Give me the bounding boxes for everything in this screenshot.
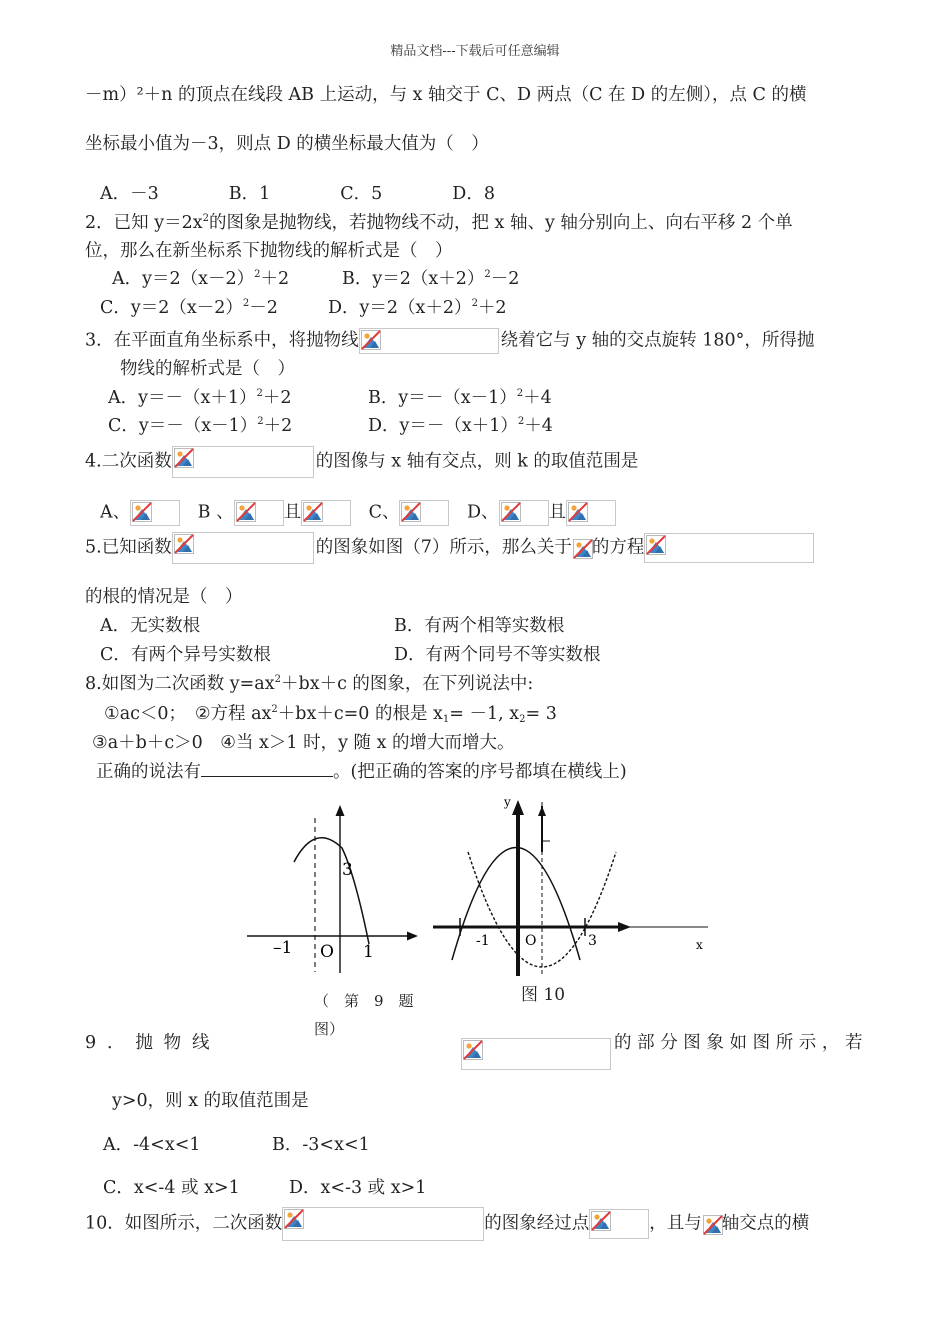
q5-option-d: D．有两个同号不等实数根	[394, 645, 601, 665]
figure-9-caption-line1: （ 第 9 题	[314, 992, 414, 1010]
formula-image	[589, 1209, 649, 1239]
figure-10	[430, 790, 720, 990]
figure-9	[244, 800, 424, 985]
formula-image	[566, 500, 616, 526]
broken-image-icon	[568, 502, 588, 522]
q3-option-c: C．$y=-(x-1)^2+2$	[108, 416, 293, 436]
q3-option-a: A．$y=-(x+1)^2+2$	[108, 388, 292, 408]
formula-image	[130, 500, 180, 526]
label-minus-1: –1	[273, 938, 293, 958]
q10-line1: 10．如图所示，二次函数 的图象经过点 ，且与 轴交点的横	[85, 1207, 809, 1241]
formula-image	[644, 533, 814, 563]
q8-fill-line: 正确的说法有 。(把正确的答案的序号都填在横线上)	[96, 762, 627, 782]
q9-option-c: C．x<-4 或 x>1	[103, 1178, 240, 1198]
label-3: 3	[588, 933, 597, 949]
broken-image-icon	[361, 330, 381, 350]
q2-option-a: A．$y=2(x-2)^2+2$	[112, 269, 290, 289]
q3-line2: 物线的解析式是（ ）	[120, 359, 295, 379]
y-axis-arrow	[512, 800, 524, 815]
q1-options: A．－3 B．1 C．5 D．8	[100, 184, 495, 204]
parabola-curve	[294, 838, 369, 944]
x-axis-arrow	[407, 932, 418, 941]
broken-image-icon	[501, 502, 521, 522]
q5-line1: 5.已知函数 的图象如图（7）所示，那么关于 的方程	[85, 532, 814, 564]
q1-line2: 坐标最小值为－3，则点 D 的横坐标最大值为（ ）	[85, 134, 489, 154]
symmetry-arrow-head	[538, 806, 546, 816]
q4-line1: 4.二次函数 的图像与 x 轴有交点，则 k 的取值范围是	[85, 446, 638, 478]
figure-10-caption: 图 10	[521, 985, 566, 1005]
label-1: 1	[363, 942, 374, 962]
formula-image	[702, 1212, 722, 1236]
q8-statements-3-4: ③a＋b＋c＞0 ④当 x＞1 时，y 随 x 的增大而增大。	[92, 733, 515, 753]
q2-option-c: C．$y=2(x-2)^2-2$	[100, 298, 278, 318]
q2-option-b: B．$y=2(x+2)^2-2$	[342, 269, 520, 289]
broken-image-icon	[463, 1040, 483, 1060]
q9-line2: y>0，则 x 的取值范围是	[112, 1091, 309, 1111]
broken-image-icon	[646, 535, 666, 555]
q2-option-d: D．$y=2(x+2)^2+2$	[328, 298, 507, 318]
broken-image-icon	[573, 539, 593, 559]
q2-line1: 2．已知 $y=2x^2$的图象是抛物线，若抛物线不动，把 x 轴、y 轴分别向上、向右平移 2 个单	[85, 213, 793, 233]
broken-image-icon	[174, 448, 194, 468]
q8-statements-1-2: ①ac＜0； ②方程 $ax^2+bx+c=0$ 的根是 $x_1= -1$, $x_2= 3$	[104, 704, 557, 725]
q5-option-a: A．无实数根	[100, 616, 201, 636]
broken-image-icon	[132, 502, 152, 522]
q9-option-b: B．-3<x<1	[272, 1135, 370, 1155]
formula-image	[399, 500, 449, 526]
q8-line1: 8.如图为二次函数 $y=ax^2+bx+c$ 的图象，在下列说法中:	[85, 674, 534, 694]
q3-option-b: B．$y=-(x-1)^2+4$	[368, 388, 552, 408]
q5-line2: 的根的情况是（ ）	[85, 587, 243, 607]
formula-image	[572, 537, 592, 559]
formula-image	[234, 500, 284, 526]
q9-option-d: D．x<-3 或 x>1	[289, 1178, 427, 1198]
q9-option-a: A．-4<x<1	[103, 1135, 201, 1155]
broken-image-icon	[591, 1211, 611, 1231]
page-header: 精品文档---下载后可任意编辑	[390, 44, 560, 59]
q5-option-c: C．有两个异号实数根	[100, 645, 271, 665]
broken-image-icon	[401, 502, 421, 522]
label-origin: O	[320, 942, 334, 962]
formula-image	[282, 1207, 484, 1241]
formula-image	[359, 328, 499, 354]
q2-line2: 位，那么在新坐标系下抛物线的解析式是（ ）	[85, 241, 453, 261]
q3-option-d: D．$y=-(x+1)^2+4$	[368, 416, 553, 436]
answer-blank[interactable]	[201, 760, 333, 777]
label-x: x	[696, 938, 703, 952]
broken-image-icon	[284, 1209, 304, 1229]
label-y: y	[504, 795, 511, 809]
formula-image	[301, 500, 351, 526]
broken-image-icon	[174, 534, 194, 554]
broken-image-icon	[703, 1215, 723, 1235]
figure-9-caption-line2: 图）	[314, 1020, 345, 1038]
label-minus-1: -1	[476, 933, 490, 949]
q9-line1-tail: 的部分图象如图所示，若	[614, 1033, 869, 1053]
q1-line1: －m）²＋n 的顶点在线段 AB 上运动，与 x 轴交于 C、D 两点（C 在 D 的左侧），点 C 的横	[85, 85, 807, 105]
y-axis-arrow	[336, 805, 345, 816]
q5-option-b: B．有两个相等实数根	[394, 616, 565, 636]
formula-image	[172, 532, 314, 564]
label-3: 3	[342, 860, 353, 880]
broken-image-icon	[236, 502, 256, 522]
label-origin: O	[525, 933, 537, 949]
q3-line1: 3．在平面直角坐标系中，将抛物线 绕着它与 y 轴的交点旋转 180°，所得抛	[85, 328, 814, 354]
formula-image	[172, 446, 314, 478]
broken-image-icon	[303, 502, 323, 522]
formula-image	[461, 1038, 611, 1070]
q4-options: A、 B 、 且 C、 D、 且	[100, 500, 616, 526]
formula-image	[499, 500, 549, 526]
q9-label: 9．抛物线	[85, 1033, 221, 1053]
